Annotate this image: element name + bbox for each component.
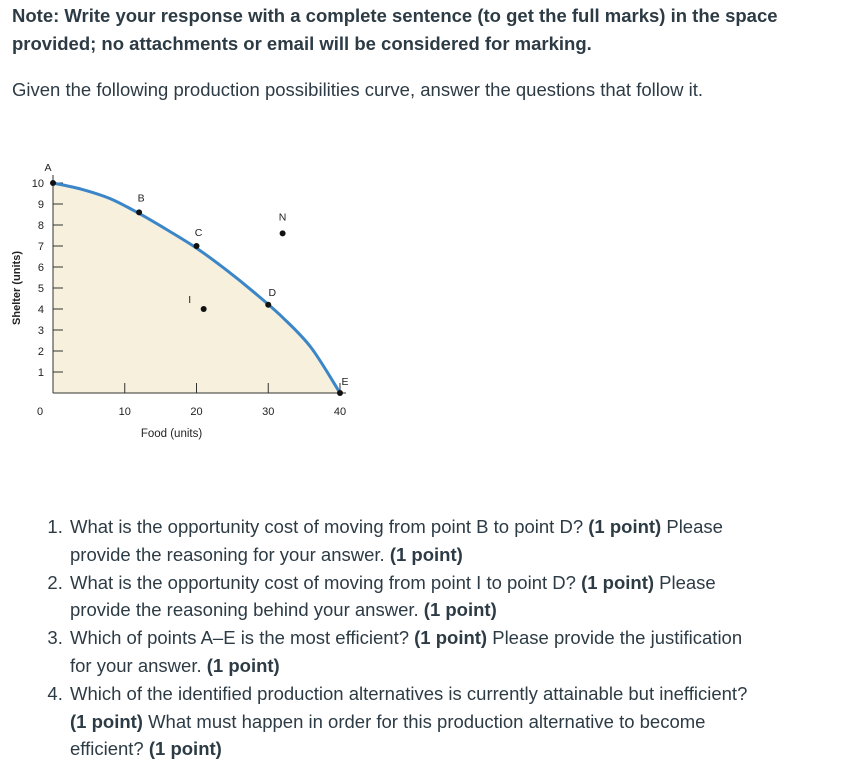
question-4 xyxy=(68,680,748,763)
y-tick-label-8: 8 xyxy=(37,220,44,232)
origin-label: 0 xyxy=(36,406,44,418)
point-n xyxy=(280,230,286,236)
y-tick-label-2: 2 xyxy=(37,346,44,358)
question-1-text-a: What is the opportunity cost of moving from point B to point D? xyxy=(70,516,589,537)
point-d xyxy=(265,302,271,308)
x-axis-label: Food (units) xyxy=(140,428,203,440)
ppc-chart-svg xyxy=(0,150,400,450)
question-3-text-b: Please provide the justification for your answer. xyxy=(70,627,743,676)
point-b xyxy=(136,209,142,215)
question-3-points-a: (1 point) xyxy=(414,627,488,649)
question-4-points-a: (1 point) xyxy=(70,710,143,732)
attainable-region xyxy=(53,183,340,393)
x-tick-label-20: 20 xyxy=(190,406,203,418)
point-c xyxy=(194,243,200,249)
y-tick-label-6: 6 xyxy=(37,262,44,274)
point-label-n: N xyxy=(278,211,287,224)
ppc-chart xyxy=(0,150,400,450)
question-3 xyxy=(68,624,748,680)
questions-list xyxy=(48,513,748,763)
question-2-points-a: (1 point) xyxy=(581,571,655,593)
question-2-text-b: Please provide the reasoning behind your answer. xyxy=(70,571,716,621)
point-e xyxy=(337,390,343,396)
question-1 xyxy=(68,513,748,569)
instructions-note: Note: Write your response with a complete sentence (to get the full marks) in the space provided; no attachments or email will be considered for marking. xyxy=(12,5,778,54)
question-4-text-b: What must happen in order for this production alternative to become efficient? xyxy=(70,710,706,760)
question-4-text-a: Which of the identified production alternatives is currently attainable but inefficient? xyxy=(70,682,748,704)
point-a xyxy=(50,180,56,186)
question-2-text-a: What is the opportunity cost of moving from point I to point D? xyxy=(70,571,582,593)
question-intro: Given the following production possibilities curve, answer the questions that follow it. xyxy=(12,79,704,100)
question-3-text-a: Which of points A–E is the most efficient? xyxy=(70,627,415,649)
x-tick-label-30: 30 xyxy=(262,406,275,418)
y-tick-label-5: 5 xyxy=(37,283,44,295)
y-tick-label-4: 4 xyxy=(37,304,44,316)
question-1-points-b: (1 point) xyxy=(389,543,463,565)
point-label-i: I xyxy=(188,294,192,306)
point-label-a: A xyxy=(44,162,52,174)
y-tick-label-3: 3 xyxy=(37,325,44,337)
question-4-points-b: (1 point) xyxy=(148,738,222,760)
question-1-text-b: Please provide the reasoning for your answer. xyxy=(70,516,723,565)
x-tick-label-40: 40 xyxy=(333,406,347,418)
y-axis-label: Shelter (units) xyxy=(11,251,23,325)
y-tick-label-10: 10 xyxy=(31,178,44,190)
x-tick-label-10: 10 xyxy=(118,406,131,418)
point-label-e: E xyxy=(341,376,349,388)
point-i xyxy=(201,306,207,312)
y-tick-label-9: 9 xyxy=(37,199,44,211)
point-label-c: C xyxy=(194,227,203,239)
point-label-b: B xyxy=(137,192,145,205)
question-3-points-b: (1 point) xyxy=(206,654,280,676)
y-tick-label-1: 1 xyxy=(37,367,44,379)
question-2-points-b: (1 point) xyxy=(423,599,497,621)
point-label-d: D xyxy=(268,286,277,299)
question-2 xyxy=(68,569,748,625)
question-1-points-a: (1 point) xyxy=(588,516,662,537)
y-tick-label-7: 7 xyxy=(37,241,44,253)
